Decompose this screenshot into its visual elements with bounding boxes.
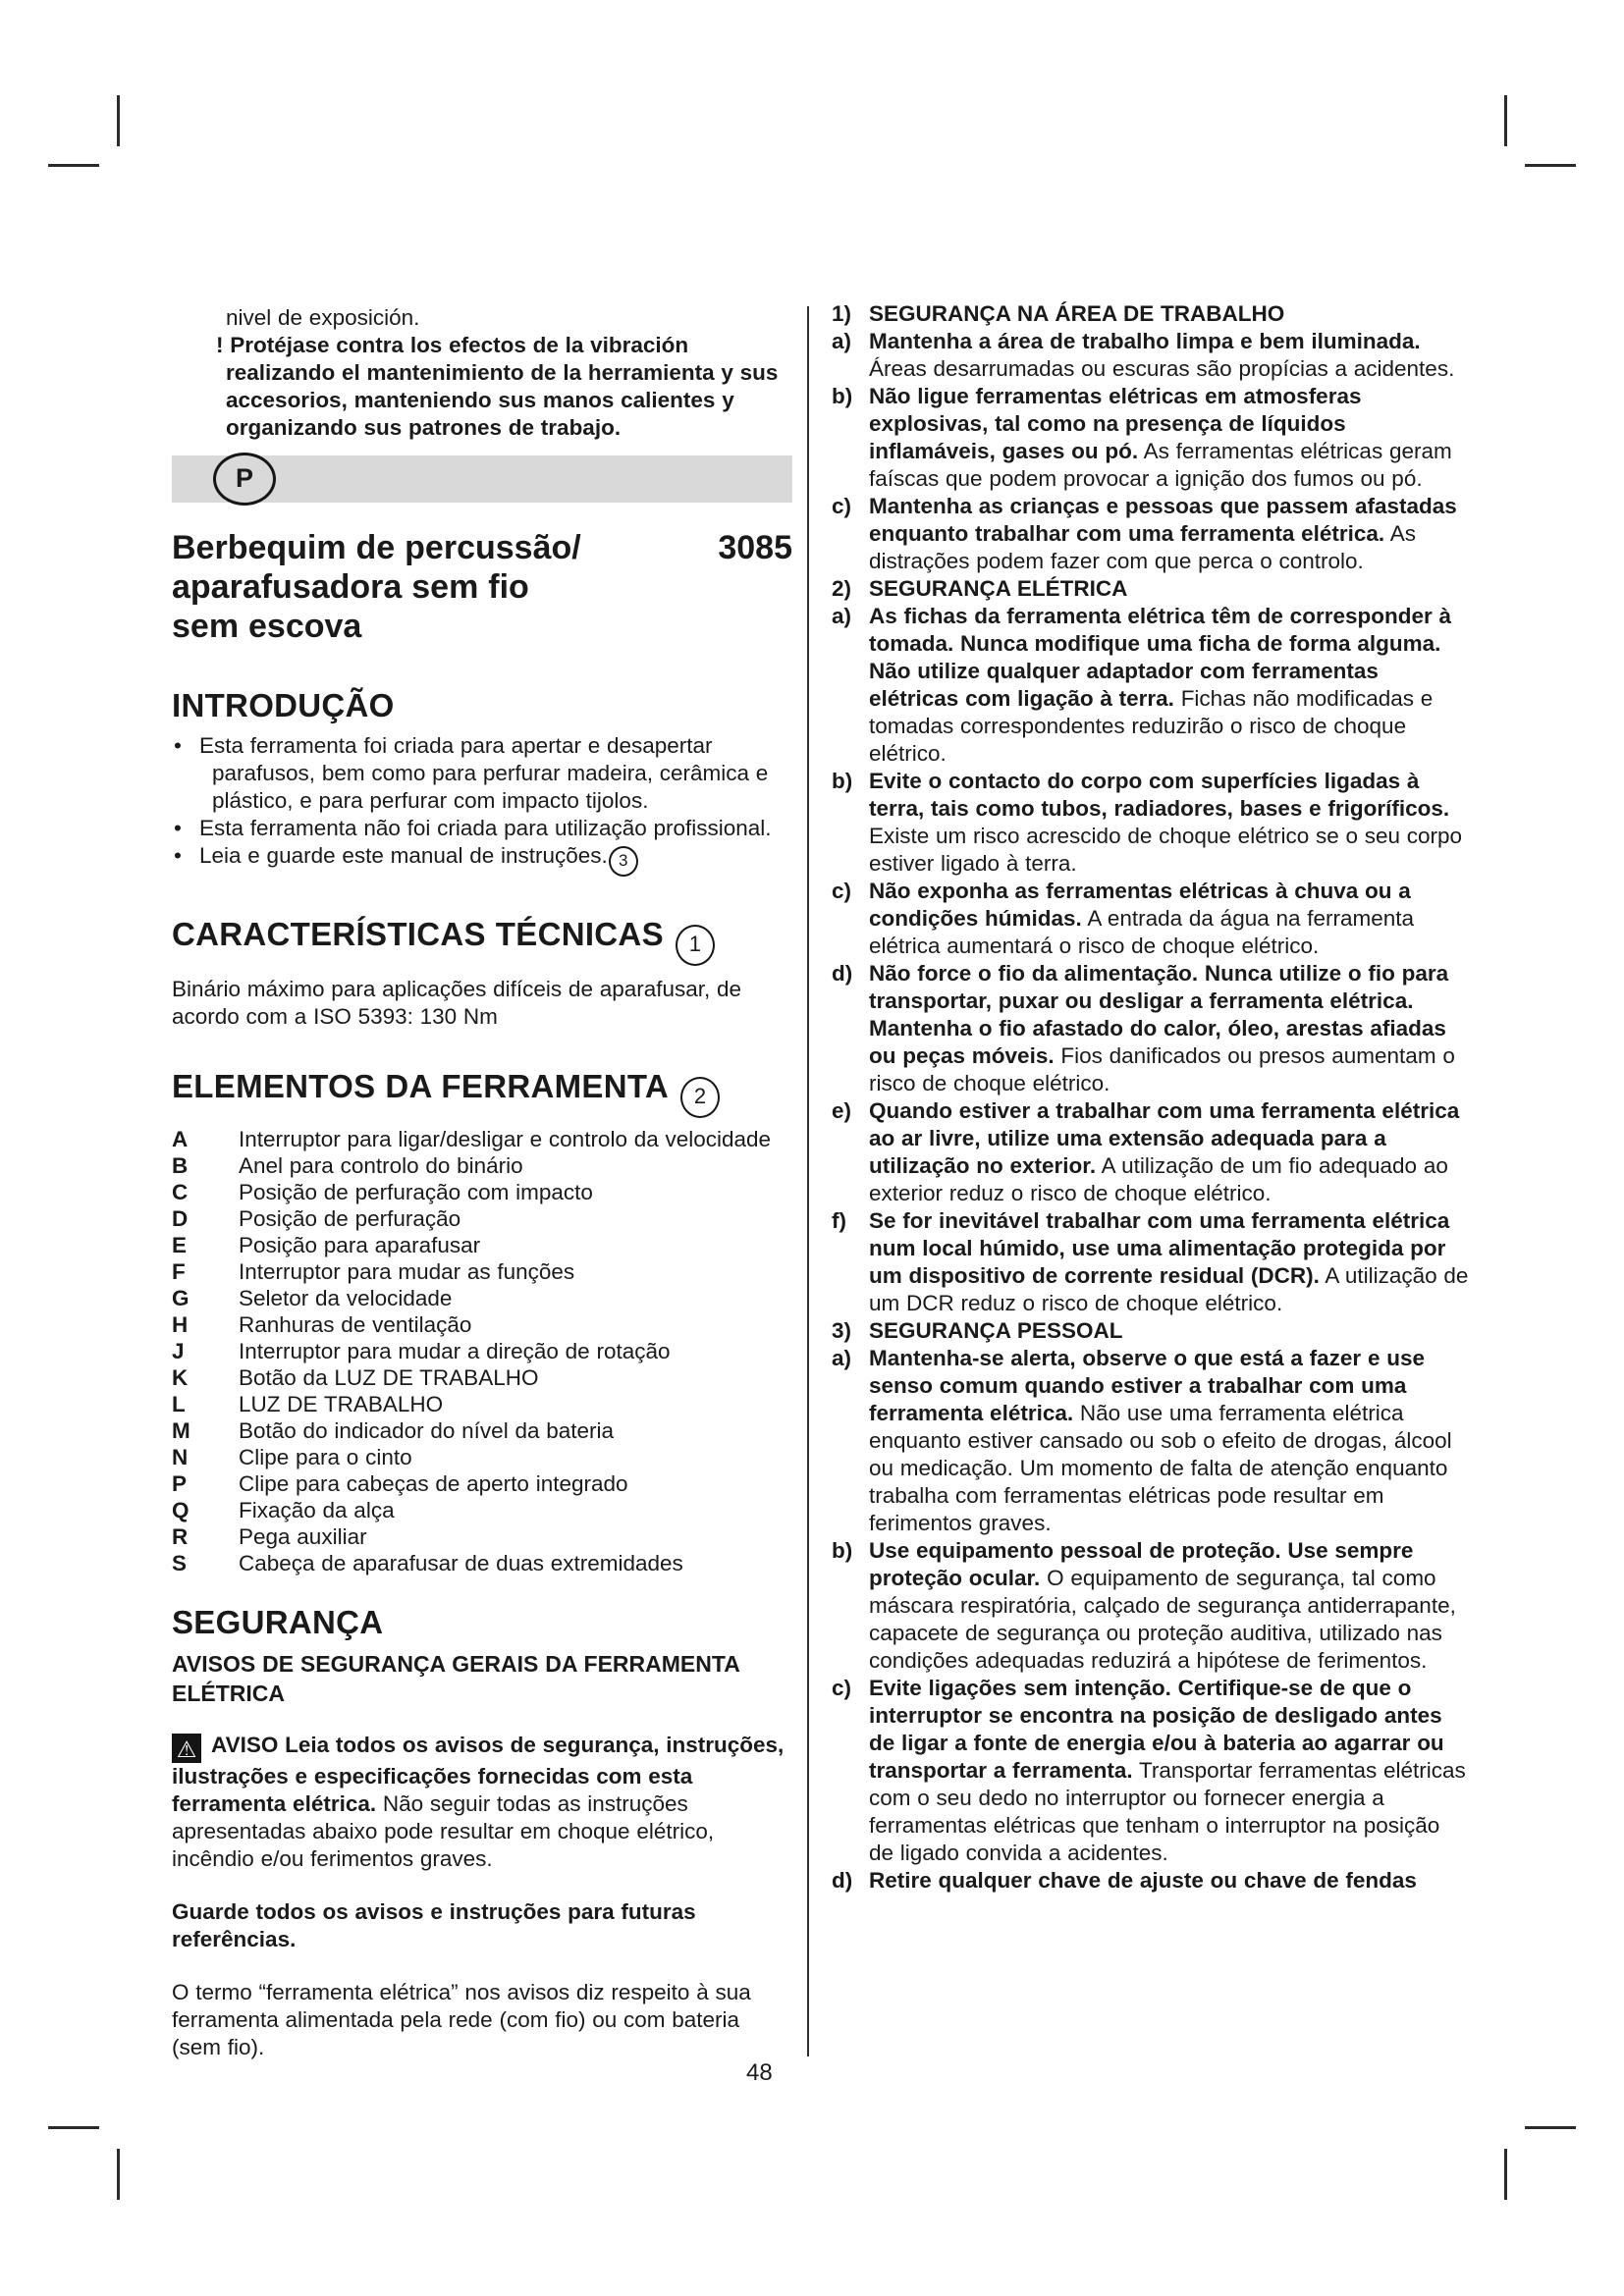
tech-body: Binário máximo para aplicações difíceis de aparafusar, de acordo com a ISO 5393: 130 Nm xyxy=(172,977,742,1029)
warning-icon: ⚠ xyxy=(172,1734,201,1763)
product-title-line2: aparafusadora sem fio xyxy=(172,568,529,606)
element-label: Fixação da alça xyxy=(239,1498,395,1522)
intro-bullet-3-text: Leia e guarde este manual de instruções. xyxy=(199,843,608,868)
element-row-R xyxy=(172,1523,792,1550)
element-row-C xyxy=(172,1179,792,1205)
element-key: P xyxy=(172,1471,188,1496)
item-rest: A utilização de um fio adequado ao exterior reduz o risco de choque elétrico. xyxy=(869,1153,1448,1205)
safety-item-3b xyxy=(832,1537,1470,1675)
element-key: E xyxy=(172,1233,188,1257)
element-label: Interruptor para mudar as funções xyxy=(239,1259,575,1284)
item-bold: As fichas da ferramenta elétrica têm de corresponder à tomada. Nunca modifique uma ficha de forma alguma. Não utilize qualquer adaptador com ferramentas elétricas com ligação à terra. xyxy=(869,604,1451,711)
safety-item-1b xyxy=(832,383,1470,493)
element-key: R xyxy=(172,1524,189,1549)
intro-heading: INTRODUÇÃO xyxy=(172,687,395,723)
language-badge: P xyxy=(213,453,276,506)
element-key: J xyxy=(172,1339,185,1363)
element-key: L xyxy=(172,1392,186,1416)
left-column xyxy=(172,304,792,2061)
item-bold: Evite ligações sem intenção. Certifique-se de que o interruptor se encontra na posição de desligado antes de ligar a fonte de energia e/ou à bateria ao agarrar ou transportar a ferramenta. xyxy=(869,1676,1444,1783)
item-label: f) xyxy=(832,1208,846,1233)
element-row-S xyxy=(172,1550,792,1576)
item-bold: Mantenha as crianças e pessoas que passem afastadas enquanto trabalhar com uma ferramenta elétrica. xyxy=(869,494,1457,546)
elements-heading: ELEMENTOS DA FERRAMENTA xyxy=(172,1068,669,1104)
item-rest: A utilização de um DCR reduz o risco de choque elétrico. xyxy=(869,1263,1469,1315)
crop-mark-top-left-vertical xyxy=(117,95,120,146)
vibration-note xyxy=(216,304,792,442)
safety-item-3c xyxy=(832,1675,1470,1867)
product-title-line3: sem escova xyxy=(172,608,362,645)
elements-list xyxy=(172,1126,792,1576)
item-label: 2) xyxy=(832,576,852,601)
item-bold: SEGURANÇA PESSOAL xyxy=(869,1318,1123,1343)
element-key: S xyxy=(172,1551,188,1575)
item-rest: Não use uma ferramenta elétrica enquanto estiver cansado ou sob o efeito de drogas, álcool ou medicação. Um momento de falta de atenção enquanto trabalha com ferramentas elétricas pode resultar em ferimentos graves. xyxy=(869,1401,1452,1535)
safety-subheading: AVISOS DE SEGURANÇA GERAIS DA FERRAMENTA ELÉTRICA xyxy=(172,1651,739,1706)
element-label: Ranhuras de ventilação xyxy=(239,1312,472,1337)
item-rest: Transportar ferramentas elétricas com o seu dedo no interruptor ou fornecer energia a ferramentas elétricas que tenham o interruptor na posição de ligado convida a acidentes. xyxy=(869,1758,1466,1865)
safety-warning-paragraph xyxy=(172,1732,792,1873)
tech-heading: CARACTERÍSTICAS TÉCNICAS xyxy=(172,916,664,952)
element-row-J xyxy=(172,1338,792,1364)
elements-heading-row xyxy=(172,1068,792,1118)
item-label: e) xyxy=(832,1098,852,1123)
item-bold: Não ligue ferramentas elétricas em atmosferas explosivas, tal como na presença de líquidos inflamáveis, gases ou pó. xyxy=(869,384,1362,463)
item-label: c) xyxy=(832,879,852,903)
column-divider xyxy=(807,306,809,2056)
intro-bullet-1: • Esta ferramenta foi criada para apertar e desapertar parafusos, bem como para perfurar madeira, cerâmica e plástico, e para perfurar com impacto tijolos. xyxy=(172,732,792,815)
element-key: F xyxy=(172,1259,186,1284)
item-bold: Mantenha a área de trabalho limpa e bem iluminada. xyxy=(869,329,1421,353)
product-title-line1: Berbequim de percussão/ xyxy=(172,529,581,566)
item-label: a) xyxy=(832,329,852,353)
element-row-A xyxy=(172,1126,792,1152)
element-row-G xyxy=(172,1285,792,1311)
item-rest: O equipamento de segurança, tal como máscara respiratória, calçado de segurança antiderrapante, capacete de segurança ou proteção auditiva, utilizado nas condições adequadas reduzirá a hipótese de ferimentos. xyxy=(869,1566,1456,1673)
element-row-H xyxy=(172,1311,792,1338)
element-key: N xyxy=(172,1445,189,1469)
item-bold: SEGURANÇA ELÉTRICA xyxy=(869,576,1128,601)
crop-mark-bottom-right-horizontal xyxy=(1525,2126,1576,2129)
safety-item-2a xyxy=(832,603,1470,768)
item-label: b) xyxy=(832,384,853,408)
model-number: 3085 xyxy=(718,529,792,566)
crop-mark-bottom-left-vertical xyxy=(117,2149,120,2200)
safety-item-3d xyxy=(832,1867,1470,1895)
figure-ref-2-icon: 2 xyxy=(680,1077,720,1118)
item-label: c) xyxy=(832,1676,852,1700)
item-bold: Evite o contacto do corpo com superfícies ligadas à terra, tais como tubos, radiadores, bases e frigoríficos. xyxy=(869,769,1450,821)
element-row-E xyxy=(172,1232,792,1258)
intro-bullet-2: • Esta ferramenta não foi criada para utilização profissional. xyxy=(172,815,792,842)
element-row-P xyxy=(172,1470,792,1497)
item-bold: SEGURANÇA NA ÁREA DE TRABALHO xyxy=(869,301,1285,326)
element-row-M xyxy=(172,1417,792,1444)
element-label: Seletor da velocidade xyxy=(239,1286,453,1310)
item-label: d) xyxy=(832,1868,853,1893)
element-label: Clipe para o cinto xyxy=(239,1445,412,1469)
vibration-note-intro: nivel de exposición. xyxy=(226,305,420,330)
element-key: H xyxy=(172,1312,189,1337)
tech-heading-row xyxy=(172,916,792,966)
item-rest: As distrações podem fazer com que perca o controlo. xyxy=(869,521,1416,573)
item-label: b) xyxy=(832,769,853,793)
safety-warning-bold: AVISO Leia todos os avisos de segurança, instruções, ilustrações e especificações fornecidas com esta ferramenta elétrica. xyxy=(172,1733,785,1816)
element-key: G xyxy=(172,1286,189,1310)
figure-ref-3-icon: 3 xyxy=(609,846,638,877)
crop-mark-bottom-right-vertical xyxy=(1504,2149,1507,2200)
element-row-L xyxy=(172,1391,792,1417)
safety-item-1a xyxy=(832,328,1470,383)
element-label: Posição de perfuração com impacto xyxy=(239,1180,593,1204)
safety-heading: SEGURANÇA xyxy=(172,1604,384,1640)
term-definition-paragraph: O termo “ferramenta elétrica” nos avisos diz respeito à sua ferramenta alimentada pela rede (com fio) ou com bateria (sem fio). xyxy=(172,1980,751,2059)
item-label: c) xyxy=(832,494,852,518)
safety-item-1 xyxy=(832,300,1470,328)
intro-bullet-3 xyxy=(172,842,792,877)
element-key: C xyxy=(172,1180,189,1204)
product-title-row xyxy=(172,528,792,567)
item-label: 1) xyxy=(832,301,852,326)
safety-item-2e xyxy=(832,1097,1470,1207)
item-bold: Retire qualquer chave de ajuste ou chave de fendas xyxy=(869,1868,1417,1893)
item-bold: Quando estiver a trabalhar com uma ferramenta elétrica ao ar livre, utilize uma extensão adequada para a utilização no exterior. xyxy=(869,1098,1460,1178)
item-bold: Não exponha as ferramentas elétricas à chuva ou a condições húmidas. xyxy=(869,879,1411,931)
item-rest: Áreas desarrumadas ou escuras são propícias a acidentes. xyxy=(869,356,1455,381)
element-row-B xyxy=(172,1152,792,1179)
item-rest: As ferramentas elétricas geram faíscas que podem provocar a ignição dos fumos ou pó. xyxy=(869,439,1452,491)
item-label: d) xyxy=(832,961,853,986)
safety-warning-rest: Não seguir todas as instruções apresentadas abaixo pode resultar em choque elétrico, incêndio e/ou ferimentos graves. xyxy=(172,1791,715,1871)
crop-mark-top-left-horizontal xyxy=(48,164,99,167)
safety-item-3 xyxy=(832,1317,1470,1345)
element-label: Posição para aparafusar xyxy=(239,1233,481,1257)
item-rest: Fichas não modificadas e tomadas correspondentes reduzirão o risco de choque elétrico. xyxy=(869,686,1434,766)
language-section-band xyxy=(172,455,792,503)
vibration-note-warning: ! Protéjase contra los efectos de la vibración realizando el mantenimiento de la herramienta y sus accesorios, manteniendo sus manos calientes y organizando sus patrones de trabajo. xyxy=(216,333,779,440)
element-row-Q xyxy=(172,1497,792,1523)
element-label: Cabeça de aparafusar de duas extremidades xyxy=(239,1551,683,1575)
element-label: Interruptor para mudar a direção de rotação xyxy=(239,1339,671,1363)
element-key: Q xyxy=(172,1498,189,1522)
item-bold: Se for inevitável trabalhar com uma ferramenta elétrica num local húmido, use uma alimentação protegida por um dispositivo de corrente residual (DCR). xyxy=(869,1208,1450,1288)
element-label: Pega auxiliar xyxy=(239,1524,367,1549)
crop-mark-top-right-horizontal xyxy=(1525,164,1576,167)
element-label: Botão do indicador do nível da bateria xyxy=(239,1418,615,1443)
safety-item-2d xyxy=(832,960,1470,1097)
safety-item-2c xyxy=(832,878,1470,960)
item-label: a) xyxy=(832,604,852,628)
element-label: Clipe para cabeças de aperto integrado xyxy=(239,1471,628,1496)
element-key: B xyxy=(172,1153,189,1178)
crop-mark-bottom-left-horizontal xyxy=(48,2126,99,2129)
element-row-N xyxy=(172,1444,792,1470)
element-key: D xyxy=(172,1206,189,1231)
element-key: A xyxy=(172,1127,189,1151)
item-label: 3) xyxy=(832,1318,852,1343)
element-label: Anel para controlo do binário xyxy=(239,1153,523,1178)
element-key: K xyxy=(172,1365,189,1390)
item-bold: Use equipamento pessoal de proteção. Use sempre proteção ocular. xyxy=(869,1538,1414,1590)
keep-instructions-paragraph: Guarde todos os avisos e instruções para futuras referências. xyxy=(172,1899,696,1951)
element-key: M xyxy=(172,1418,190,1443)
safety-item-2b xyxy=(832,768,1470,878)
item-rest: Existe um risco acrescido de choque elétrico se o seu corpo estiver ligado à terra. xyxy=(869,824,1463,876)
item-label: b) xyxy=(832,1538,853,1563)
element-label: Botão da LUZ DE TRABALHO xyxy=(239,1365,539,1390)
item-label: a) xyxy=(832,1346,852,1370)
item-bold: Não force o fio da alimentação. Nunca utilize o fio para transportar, puxar ou desligar a ferramenta elétrica. Mantenha o fio afastado do calor, óleo, arestas afiadas ou peças móveis. xyxy=(869,961,1449,1068)
element-label: Interruptor para ligar/desligar e controlo da velocidade xyxy=(239,1127,772,1151)
safety-item-2f xyxy=(832,1207,1470,1317)
item-rest: A entrada da água na ferramenta elétrica aumentará o risco de choque elétrico. xyxy=(869,906,1415,958)
right-column xyxy=(832,300,1470,1895)
element-row-D xyxy=(172,1205,792,1232)
element-row-F xyxy=(172,1258,792,1285)
figure-ref-1-icon: 1 xyxy=(676,925,715,966)
item-rest: Fios danificados ou presos aumentam o risco de choque elétrico. xyxy=(869,1043,1455,1095)
item-bold: Mantenha-se alerta, observe o que está a fazer e use senso comum quando estiver a trabalhar com uma ferramenta elétrica. xyxy=(869,1346,1425,1425)
safety-item-2 xyxy=(832,575,1470,603)
element-label: Posição de perfuração xyxy=(239,1206,461,1231)
safety-item-1c xyxy=(832,493,1470,575)
safety-item-3a xyxy=(832,1345,1470,1537)
intro-bullet-list xyxy=(172,732,792,877)
element-row-K xyxy=(172,1364,792,1391)
element-label: LUZ DE TRABALHO xyxy=(239,1392,444,1416)
page-number: 48 xyxy=(746,2059,773,2086)
crop-mark-top-right-vertical xyxy=(1504,95,1507,146)
